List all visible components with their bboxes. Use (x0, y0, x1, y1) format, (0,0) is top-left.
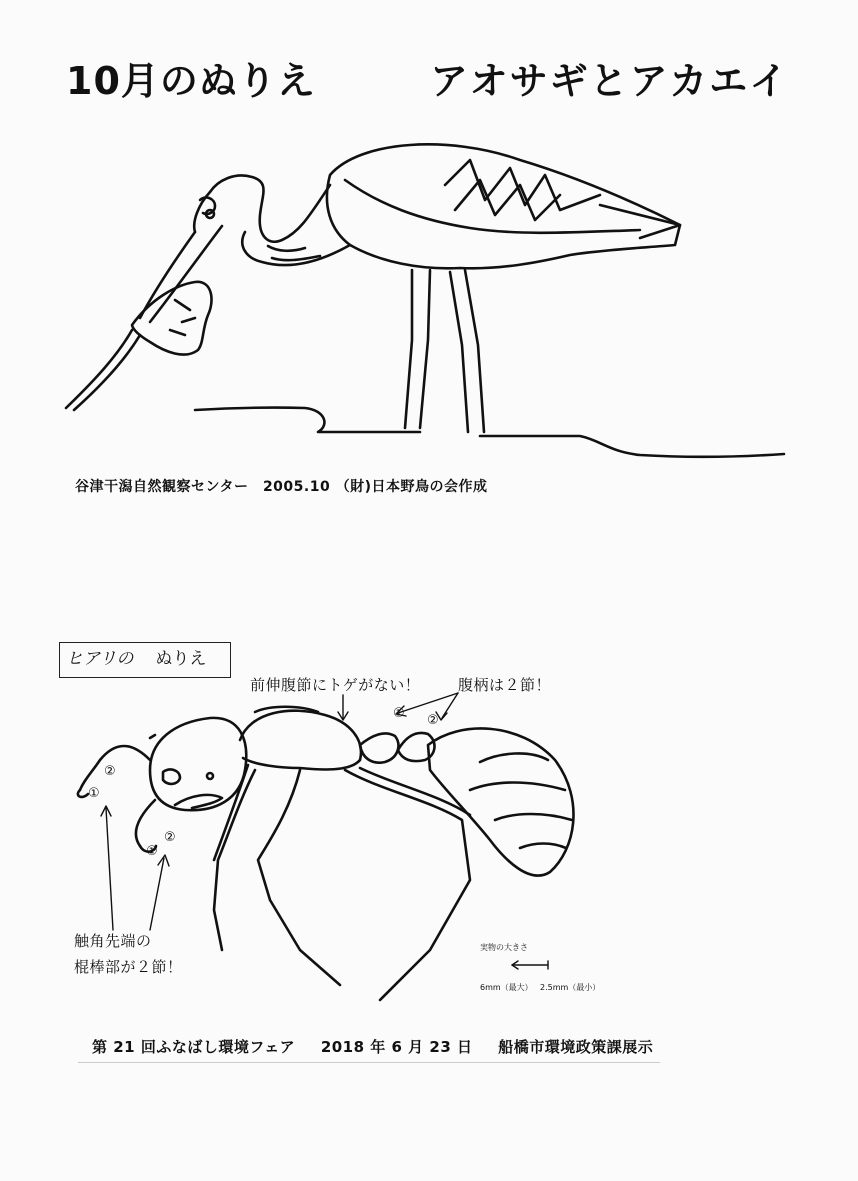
footer-rule (78, 1062, 660, 1063)
ant-label-sub: ぬりえ (155, 649, 207, 669)
scale-title: 実物の大きさ (480, 943, 528, 952)
marker-antenna-upper-1: ① (88, 786, 100, 801)
footer (92, 1036, 673, 1057)
scale-min: 2.5mm（最小） (540, 983, 601, 992)
marker-antenna-upper-2: ② (104, 764, 116, 779)
marker-petiole-1: ① (393, 706, 405, 721)
heron-credit: 谷津干潟自然観察センター 2005.10 （財)日本野鳥の会作成 (75, 479, 488, 495)
note-petiole: 腹柄は２節！ (458, 676, 552, 694)
scale-max: 6mm（最大） (480, 983, 533, 992)
ant-label-main: ヒアリの (66, 649, 134, 669)
heron-illustration (66, 144, 784, 456)
note-propodeum: 前伸腹節にトゲがない！ (250, 676, 421, 694)
footer-organizer: 船橋市環境政策課展示 (498, 1038, 654, 1056)
marker-antenna-lower-2: ② (164, 830, 176, 845)
page-title-subject: アオサギとアカエイ (430, 59, 790, 103)
ant-section-label (59, 642, 231, 678)
marker-antenna-lower-1: ① (146, 844, 158, 859)
note-antenna-line2: 棍棒部が２節！ (74, 958, 183, 976)
footer-date: 2018 年 6 月 23 日 (320, 1038, 473, 1056)
marker-petiole-2: ② (427, 713, 439, 728)
footer-event: 第 21 回ふなばし環境フェア (92, 1038, 296, 1056)
page-title-month: 10月のぬりえ (66, 59, 316, 103)
note-antenna-line1: 触角先端の (74, 932, 152, 950)
